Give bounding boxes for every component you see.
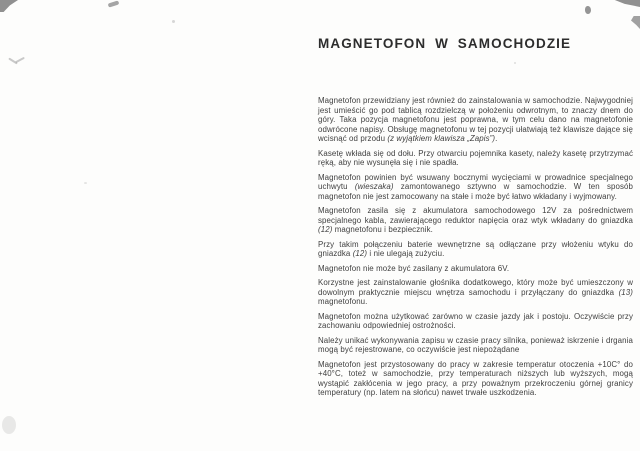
paragraph-run: Magnetofon zasila się z akumulatora samochodowego 12V za pośrednictwem specjalnego kabla, zawierającego reduktor napięcia oraz wtyk wkładany do gniazdka — [318, 206, 633, 225]
paragraph — [318, 264, 633, 274]
paragraph-run: Kasetę wkłada się od dołu. Przy otwarciu pojemnika kasety, należy kasetę przytrzymać ręką, aby nie wysunęła się i nie spadła. — [318, 148, 633, 167]
paragraph-run-italic: (z wyjątkiem klawisza „Zapis”) — [387, 134, 496, 143]
scan-artifact-pen-squiggle — [15, 57, 25, 63]
paragraph-run: Przy takim połączeniu baterie wewnętrzne są odłączane przy włożeniu wtyku do gniazdka — [318, 239, 633, 258]
paragraph-run: Magnetofon przewidziany jest również do zainstalowania w samochodzie. Najwygodniej jest umieścić go pod tablicą rozdzielczą w położeniu odwrotnym, to znaczy dnem do góry. Taka pozycja magnetofonu jest poprawna, w tym celu dano na magnetofonie odwrócone napisy. Obsługę magnetofonu w tej pozycji ułatwiają też klawisze dające się wcisnąć od przodu — [318, 96, 633, 143]
paragraph-run: magnetofonu. — [318, 297, 368, 306]
dust-speck — [172, 20, 175, 23]
paragraph-run: Magnetofon można użytkować zarówno w czasie jazdy jak i postoju. Oczywiście przy zachowaniu odpowiedniej ostrożności. — [318, 311, 633, 330]
paragraph-run: . — [495, 134, 498, 143]
scan-artifact-top-right-corner — [612, 0, 640, 7]
content-column — [318, 36, 633, 403]
paragraph — [318, 278, 633, 307]
scan-artifact-bottom-left-blob — [2, 416, 16, 434]
paragraph-run-italic: (12) — [352, 249, 368, 258]
paragraph-run-italic: (wieszaka) — [354, 182, 394, 191]
scan-artifact-right-edge — [631, 16, 640, 29]
paragraph — [318, 312, 633, 331]
scan-artifact-top-spot — [585, 6, 591, 14]
paragraph-run: zamontowanego sztywno w samochodzie. W ten sposób magnetofon nie jest zamocowany na stałe i może być łatwo wkładany i wyjmowany. — [318, 182, 633, 201]
scan-artifact-top-left-corner — [0, 0, 18, 12]
paragraph-run-italic: (13) — [618, 287, 633, 297]
paragraph — [318, 149, 633, 168]
paragraph — [318, 360, 633, 398]
scan-artifact-top-mark — [108, 0, 120, 7]
paragraph-run: Magnetofon powinien być wsuwany bocznymi wycięciami w prowadnice specjalnego uchwytu — [318, 172, 633, 191]
page-title: MAGNETOFON W SAMOCHODZIE — [318, 36, 572, 51]
paragraph — [318, 173, 633, 202]
paragraph — [318, 206, 633, 235]
paragraph-run: magnetofonu i bezpiecznik. — [332, 225, 433, 234]
paragraph — [318, 240, 633, 259]
body-text — [318, 96, 633, 398]
paragraph-run: Należy unikać wykonywania zapisu w czasie pracy silnika, ponieważ iskrzenie i drgania mogą być rejestrowane, co oczywiście jest niepożądane — [318, 335, 633, 354]
paragraph-run: Korzystne jest zainstalowanie głośnika dodatkowego, który może być umieszczony w dowolnym praktycznie miejscu wnętrza samochodu i przyłączany do gniazdka — [318, 278, 633, 297]
paragraph — [318, 336, 633, 355]
paragraph-run: i nie ulegają zużyciu. — [367, 249, 445, 258]
paragraph-run: Magnetofon jest przystosowany do pracy w zakresie temperatur otoczenia +10C° do +40°C, toteż w samochodzie, przy temperaturach niższych lub wyższych, mogą wystąpić zakłócenia w jego pracy, a przy poważnym przekroczeniu górnej granicy temperatury (np. latem na słońcu) nawet trwałe uszkodzenia. — [318, 359, 633, 397]
dust-speck — [84, 182, 87, 184]
paragraph-run-italic: (12) — [318, 225, 333, 234]
scan-artifact-pen-squiggle — [8, 58, 18, 65]
paragraph — [318, 96, 633, 144]
paragraph-run: Magnetofon nie może być zasilany z akumulatora 6V. — [318, 263, 510, 273]
